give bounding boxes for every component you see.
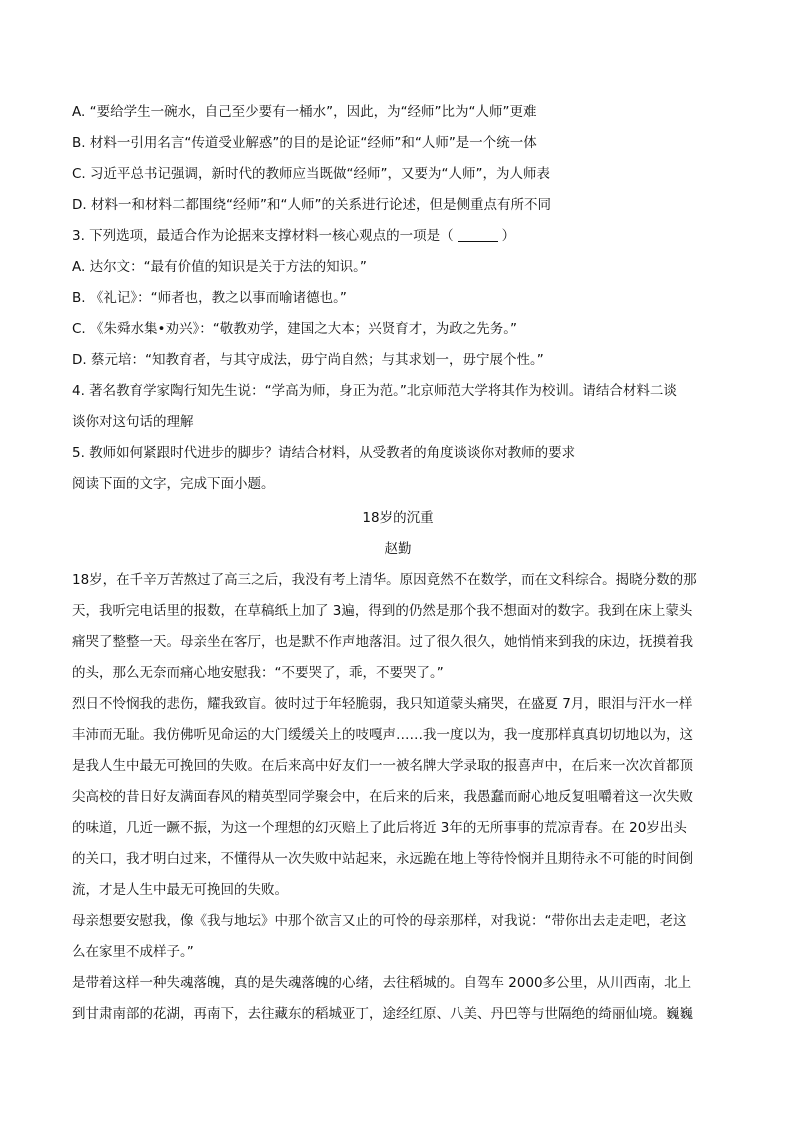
option-a: A. “要给学生一碗水，自己至少要有一桶水”，因此，为“经师”比为“人师”更难 <box>72 104 537 120</box>
question-4 <box>72 376 724 438</box>
question-3-option-a: A. 达尔文：“最有价值的知识是关于方法的知识。” <box>72 259 367 275</box>
question-3-suffix: ） <box>501 228 516 244</box>
question-4-line-1: 4. 著名教育学家陶行知先生说：“学高为师，身正为范。”北京师范大学将其作为校训。请结合材料二谈 <box>72 383 677 399</box>
article-line: 18岁，在千辛万苦熬过了高三之后，我没有考上清华。原因竟然不在数学，而在文科综合。揭晓分数的那 <box>72 572 697 588</box>
question-3-option-b: B. 《礼记》：“师者也，教之以事而喻诸德也。” <box>72 290 347 306</box>
option-b: B. 材料一引用名言“传道受业解惑”的目的是论证“经师”和“人师”是一个统一体 <box>72 135 537 151</box>
question-3-stem <box>72 221 724 252</box>
article-author: 赵勤 <box>384 541 412 557</box>
article-line: 的味道，几近一蹶不振，为这一个理想的幻灭赔上了此后将近 3年的无所事事的荒凉青春。在 20岁出头 <box>72 820 687 836</box>
question-3-option-c: C. 《朱舜水集•劝兴》：“敬教劝学，建国之大本；兴贤育才，为政之先务。” <box>72 321 517 337</box>
article-line: 的头，那么无奈而痛心地安慰我：“不要哭了，乖，不要哭了。” <box>72 665 444 681</box>
article-line: 的关口，我才明白过来，不懂得从一次失败中站起来，永远跪在地上等待怜悯并且期待永不可能的时间倒 <box>72 851 693 867</box>
option-d: D. 材料一和材料二都围绕“经师”和“人师”的关系进行论述，但是侧重点有所不同 <box>72 197 551 213</box>
article-line: 烈日不怜悯我的悲伤，耀我致盲。彼时过于年轻脆弱，我只知道蒙头痛哭，在盛夏 7月，眼泪与汗水一样 <box>72 696 693 712</box>
article-line: 母亲想要安慰我，像《我与地坛》中那个欲言又止的可怜的母亲那样，对我说：“带你出去走走吧，老这 <box>72 913 687 929</box>
article-line: 到甘肃南部的花湖，再南下，去往藏东的稻城亚丁，途经红原、八美、丹巴等与世隔绝的绮丽仙境。巍巍 <box>72 1006 693 1022</box>
article-line: 天，我听完电话里的报数，在草稿纸上加了 3遍，得到的仍然是那个我不想面对的数字。我到在床上蒙头 <box>72 603 693 619</box>
article-line: 是我人生中最无可挽回的失败。在后来高中好友们一一被名牌大学录取的报喜声中，在后来一次次首都顶 <box>72 758 693 774</box>
question-5: 5. 教师如何紧跟时代进步的脚步？请结合材料，从受教者的角度谈谈你对教师的要求 <box>72 445 576 461</box>
article-line: 是带着这样一种失魂落魄，真的是失魂落魄的心绪，去往稻城的。自驾车 2000多公里，从川西南，北上 <box>72 975 692 991</box>
question-3-option-d: D. 蔡元培：“知教育者，与其守成法，毋宁尚自然；与其求划一，毋宁展个性。” <box>72 352 544 368</box>
option-c: C. 习近平总书记强调，新时代的教师应当既做“经师”，又要为“人师”，为人师表 <box>72 166 550 182</box>
article-header <box>72 503 724 565</box>
question-3-prefix: 3. 下列选项，最适合作为论据来支撑材料一核心观点的一项是（ <box>72 228 454 244</box>
article-title: 18岁的沉重 <box>362 510 434 526</box>
question-5-and-instruction <box>72 438 724 500</box>
article-line: 丰沛而无耻。我仿佛听见命运的大门缓缓关上的吱嘎声……我一度以为，我一度那样真真切切地以为，这 <box>72 727 693 743</box>
answer-blank <box>458 227 498 242</box>
article-line: 么在家里不成样子。” <box>72 944 194 960</box>
article-line: 痛哭了整整一天。母亲坐在客厅，也是默不作声地落泪。过了很久很久，她悄悄来到我的床边，抚摸着我 <box>72 634 693 650</box>
question-2-options <box>72 97 724 221</box>
article-body <box>72 565 724 1030</box>
question-3 <box>72 221 724 376</box>
question-4-line-2: 谈你对这句话的理解 <box>72 414 194 430</box>
article-line: 尖高校的昔日好友满面春风的精英型同学聚会中，在后来的后来，我愚蠢而耐心地反复咀嚼着这一次失败 <box>72 789 693 805</box>
article-line: 流，才是人生中最无可挽回的失败。 <box>72 882 288 898</box>
reading-instruction: 阅读下面的文字，完成下面小题。 <box>72 476 275 492</box>
